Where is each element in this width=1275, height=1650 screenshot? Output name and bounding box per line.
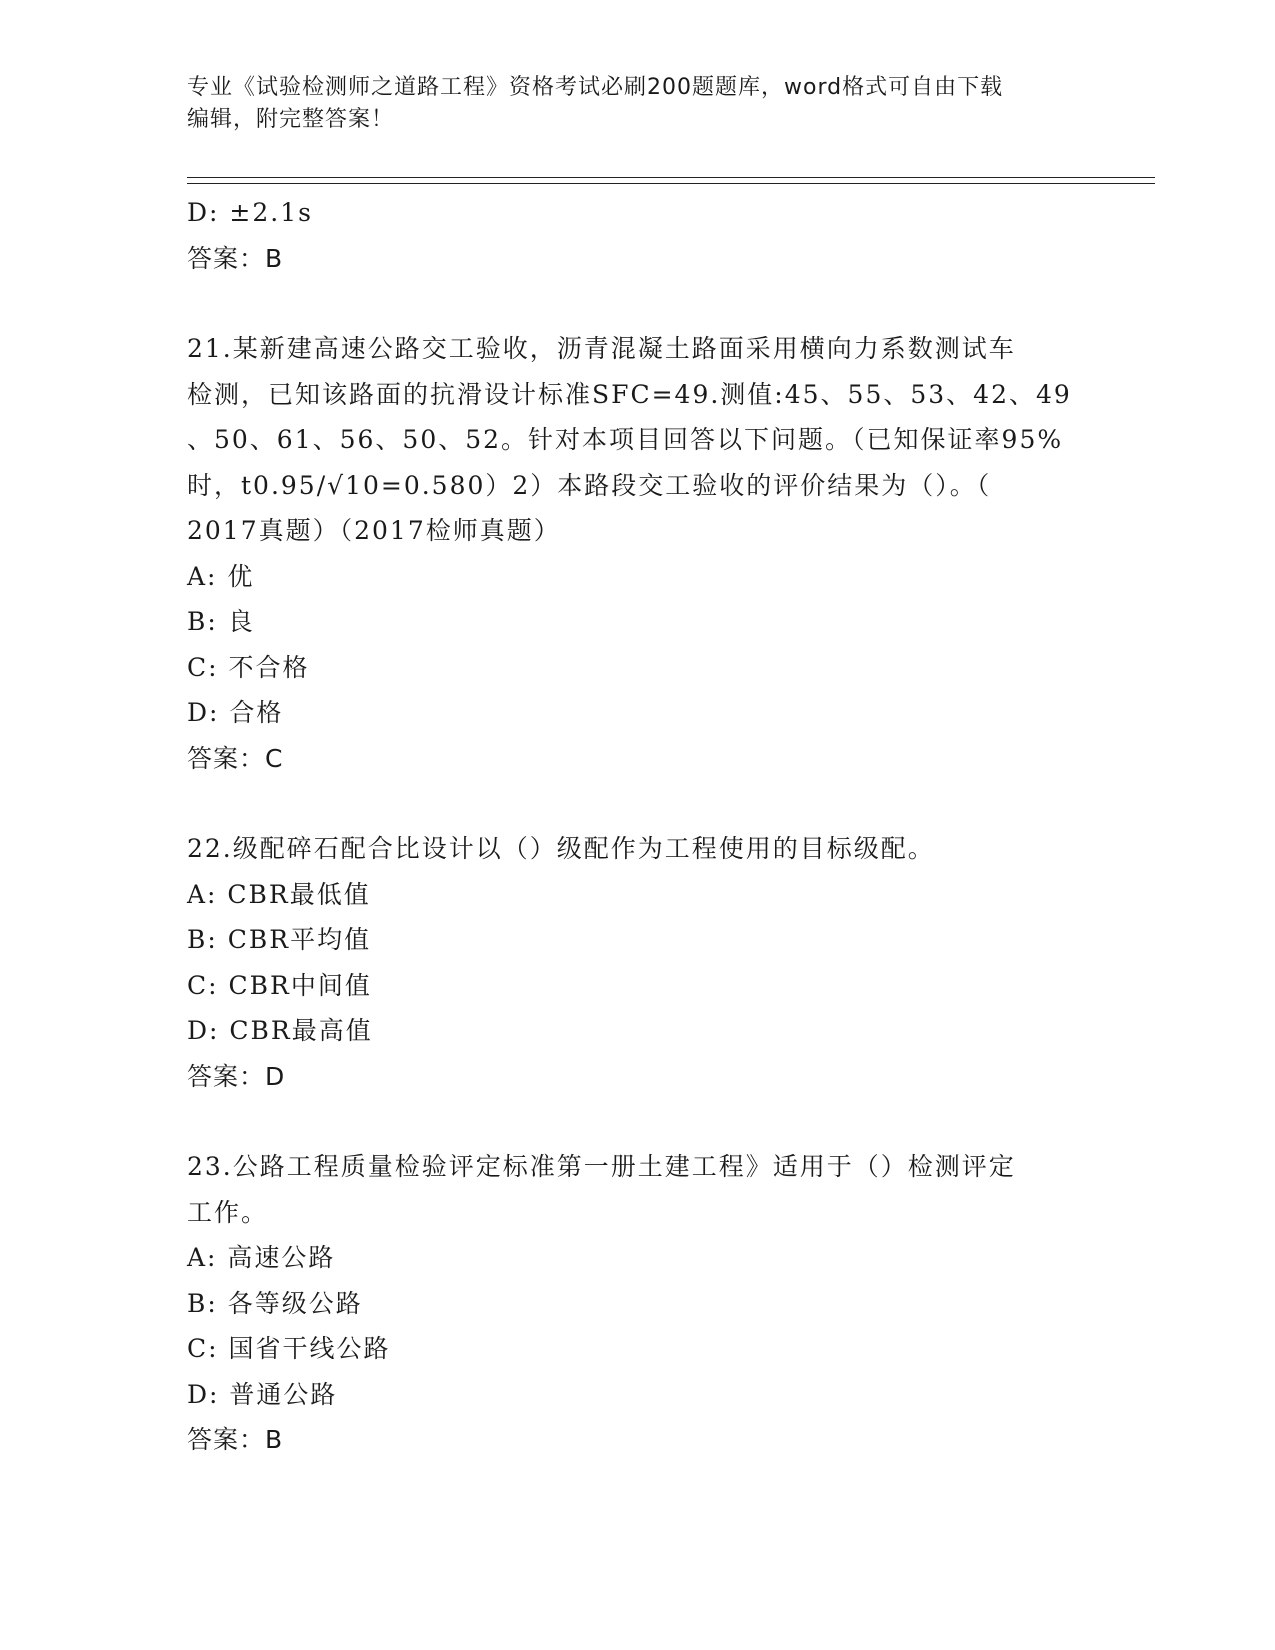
option-d: D: CBR最高值 bbox=[187, 1016, 373, 1045]
previous-question-tail bbox=[187, 190, 1087, 281]
header-line-1: 专业《试验检测师之道路工程》资格考试必刷200题题库，word格式可自由下载 bbox=[187, 75, 1004, 100]
option-d: D: 合格 bbox=[187, 698, 284, 727]
answer-line: 答案：C bbox=[187, 743, 284, 773]
header-line-2: 编辑，附完整答案！ bbox=[187, 107, 395, 132]
header-divider-bottom bbox=[187, 183, 1155, 184]
option-d: D: 普通公路 bbox=[187, 1379, 338, 1409]
question-content bbox=[187, 190, 1087, 1463]
question-text-line: 、50、61、56、50、52。针对本项目回答以下问题。（已知保证率95% bbox=[187, 425, 1064, 454]
answer-line: 答案：D bbox=[187, 1061, 286, 1091]
option-d: D: ±2.1s bbox=[187, 198, 313, 227]
option-a: A: 优 bbox=[187, 561, 255, 591]
spacer bbox=[187, 781, 1087, 826]
question-21 bbox=[187, 326, 1087, 781]
option-c: C: CBR中间值 bbox=[187, 970, 372, 1000]
option-c: C: 国省干线公路 bbox=[187, 1334, 391, 1363]
question-23 bbox=[187, 1144, 1087, 1463]
document-header bbox=[187, 72, 1067, 136]
option-a: A: 高速公路 bbox=[187, 1243, 336, 1272]
answer-line: 答案：B bbox=[187, 1425, 284, 1454]
question-text-line: 时，t0.95/√10=0.580）2）本路段交工验收的评价结果为（）。（ bbox=[187, 470, 992, 500]
question-text-line: 22.级配碎石配合比设计以（）级配作为工程使用的目标级配。 bbox=[187, 834, 935, 863]
spacer bbox=[187, 1099, 1087, 1144]
question-text-line: 2017真题）（2017检师真题） bbox=[187, 516, 561, 545]
option-b: B: CBR平均值 bbox=[187, 925, 372, 954]
spacer bbox=[187, 281, 1087, 326]
question-22 bbox=[187, 826, 1087, 1099]
question-text-line: 工作。 bbox=[187, 1197, 269, 1227]
header-divider-top bbox=[187, 177, 1155, 178]
option-b: B: 良 bbox=[187, 607, 255, 636]
option-b: B: 各等级公路 bbox=[187, 1288, 363, 1318]
answer-line: 答案：B bbox=[187, 243, 284, 273]
option-c: C: 不合格 bbox=[187, 652, 310, 682]
question-text-line: 23.公路工程质量检验评定标准第一册土建工程》适用于（）检测评定 bbox=[187, 1152, 1016, 1181]
option-a: A: CBR最低值 bbox=[187, 879, 371, 909]
question-text-line: 检测，已知该路面的抗滑设计标准SFC=49.测值:45、55、53、42、49 bbox=[187, 379, 1072, 409]
question-text-line: 21.某新建高速公路交工验收，沥青混凝土路面采用横向力系数测试车 bbox=[187, 334, 1016, 363]
